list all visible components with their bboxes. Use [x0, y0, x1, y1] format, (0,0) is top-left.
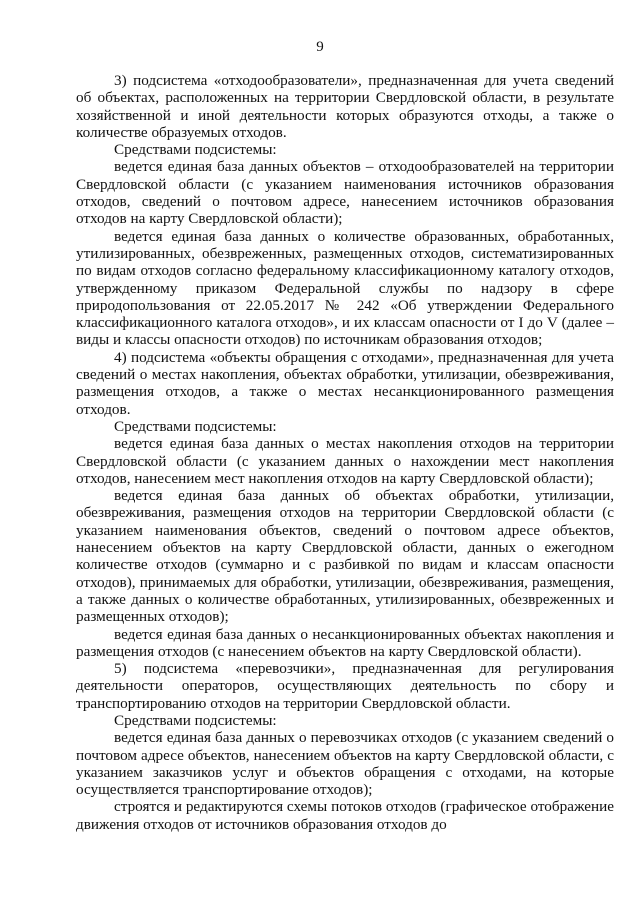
- paragraph-subsystem-5: 5) подсистема «перевозчики», предназначенная для регулирования деятельности операторов, осуществляющих деятельность по сбору и транспортированию отходов на территории Свердловской области.: [76, 660, 614, 712]
- paragraph-item: ведется единая база данных объектов – отходообразователей на территории Свердловской области (с указанием наименования источников образования отходов, сведений о почтовом адресе, нанесением источников образования отходов на карту Свердловской области);: [76, 158, 614, 228]
- page-number: 9: [316, 39, 324, 55]
- paragraph-item: ведется единая база данных об объектах обработки, утилизации, обезвреживания, размещения отходов на территории Свердловской области (с указанием наименования объектов, сведений о почтовом адресе объектов, нанесением объектов на карту Свердловской области, данных о ежегодном количестве отходов (суммарно и с разбивкой по видам и классам опасности отходов), принимаемых для обработки, утилизации, обезвреживания, размещения, а также данных о количестве обработанных, утилизированных, обезвреженных и размещенных отходов);: [76, 487, 614, 626]
- paragraph-means-heading: Средствами подсистемы:: [114, 417, 277, 435]
- paragraph-item: строятся и редактируются схемы потоков отходов (графическое отображение движения отходов от источников образования отходов до: [76, 798, 614, 833]
- paragraph-subsystem-4: 4) подсистема «объекты обращения с отходами», предназначенная для учета сведений о местах накопления, объектах обработки, утилизации, обезвреживания, размещения отходов, а также о местах несанкционированного размещения отходов.: [76, 348, 614, 418]
- paragraph-subsystem-3: 3) подсистема «отходообразователи», предназначенная для учета сведений об объектах, расположенных на территории Свердловской области, в результате хозяйственной и иной деятельности которых образуются отходы, а также о количестве образуемых отходов.: [76, 72, 614, 141]
- document-body: [76, 72, 614, 833]
- paragraph-item: ведется единая база данных о количестве образованных, обработанных, утилизированных, обезвреженных, размещенных отходов, систематизированных по видам отходов согласно федеральному классификационному каталогу отходов, утвержденному приказом Федеральной службы по надзору в сфере природопользования от 22.05.2017 № 242 «Об утверждении Федерального классификационного каталога отходов», и их классам опасности от I до V (далее – виды и классы опасности отходов) по источникам образования отходов;: [76, 227, 614, 349]
- paragraph-item: ведется единая база данных о перевозчиках отходов (с указанием сведений о почтовом адресе объектов, нанесением объектов на карту Свердловской области, с указанием заказчиков услуг и объектов обращения с отходами, на которые осуществляется транспортирование отходов);: [76, 729, 614, 799]
- paragraph-means-heading: Средствами подсистемы:: [114, 141, 277, 159]
- paragraph-item: ведется единая база данных о местах накопления отходов на территории Свердловской области (с указанием данных о нахождении мест накопления отходов, нанесением мест накопления отходов на карту Свердловской области);: [76, 435, 614, 487]
- paragraph-item: ведется единая база данных о несанкционированных объектах накопления и размещения отходов (с нанесением объектов на карту Свердловской области).: [76, 625, 614, 660]
- paragraph-means-heading: Средствами подсистемы:: [114, 711, 277, 729]
